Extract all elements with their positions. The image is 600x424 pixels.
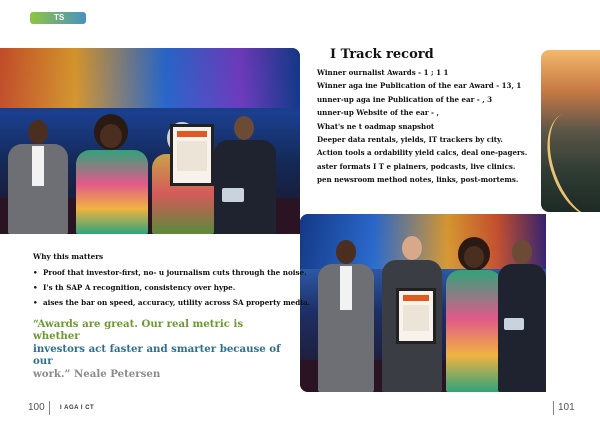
list-item: • aises the bar on speed, accuracy, utility across SA property media.: [33, 295, 310, 310]
folio-divider: [49, 401, 50, 415]
page-number-left: 100: [28, 402, 45, 413]
award-certificate: [396, 288, 436, 344]
track-record-list: [317, 66, 542, 187]
why-list: [33, 265, 310, 310]
person-2: [72, 124, 152, 234]
list-item: Winner ournalist Awards - 1 ; 1 1: [317, 68, 449, 77]
magazine-name: I AGA I CT: [60, 405, 95, 411]
list-item: • I's th SAP A recognition, consistency over hype.: [33, 280, 310, 295]
list-item: aster formats I T e plainers, podcasts, live clinics.: [317, 161, 516, 171]
list-item: What's ne t oadmap snapshot: [317, 121, 435, 131]
list-item: unner-up aga ine Publication of the ear - , 3: [317, 94, 493, 104]
track-record-title: I Track record: [330, 47, 434, 62]
quote-line-2: investors act faster and smarter because of our: [33, 342, 281, 368]
folio-divider: [553, 401, 554, 415]
list-item: Winner aga ine Publication of the ear Award - 13, 1: [317, 81, 522, 91]
list-item: pen newsroom method notes, links, post-mortems.: [317, 175, 519, 185]
trophy-icon: [222, 188, 244, 202]
person-4: [214, 116, 276, 234]
award-photo-bottom: [300, 214, 546, 392]
list-item: unner-up Website of the ear - ,: [317, 108, 439, 118]
list-item: Action tools a ordability yield calcs, deal one-pagers.: [317, 148, 528, 158]
section-tab: [30, 12, 86, 24]
page-number-right: 101: [558, 402, 575, 413]
person-4: [498, 240, 546, 392]
award-photo-top: [0, 48, 300, 234]
why-title: Why this matters: [33, 252, 104, 261]
quote-line-3: work.” Neale Petersen: [33, 367, 161, 380]
stage-screen: [0, 48, 300, 108]
person-3: [444, 246, 504, 392]
person-1: [8, 120, 68, 234]
winding-road: [541, 103, 600, 212]
aerial-landscape-photo: [541, 50, 600, 212]
list-item: • Proof that investor-first, no- u journalism cuts through the noise.: [33, 265, 310, 280]
section-tab-label: TS: [54, 13, 65, 22]
person-1: [318, 240, 374, 392]
trophy-icon: [504, 318, 524, 330]
award-certificate: [170, 124, 214, 186]
pull-quote: [33, 318, 288, 380]
list-item: Deeper data rentals, yields, IT trackers by city.: [317, 135, 503, 145]
quote-line-1: “Awards are great. Our real metric is whether: [33, 318, 244, 343]
